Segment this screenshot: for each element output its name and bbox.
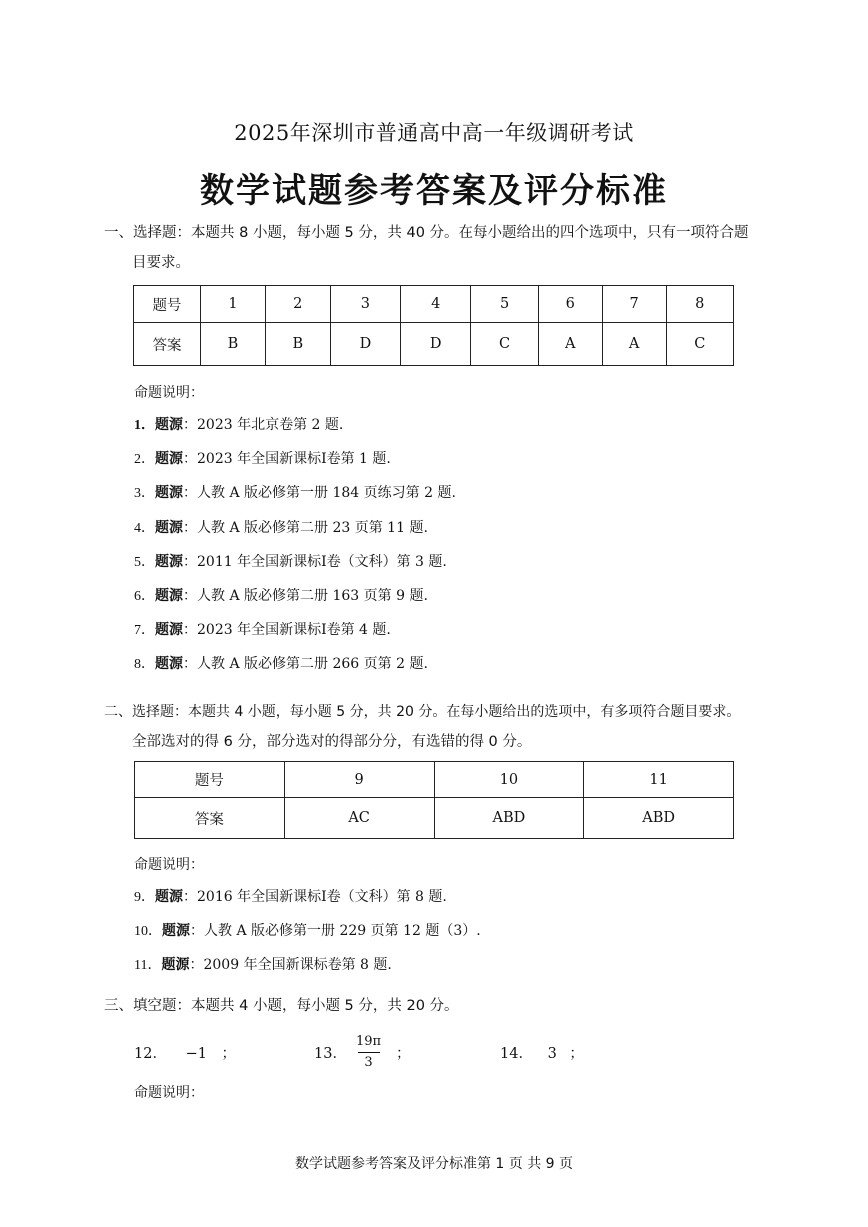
table-row-answers [134,323,734,366]
item-keyword: 题源 [155,553,183,570]
item-number: 4． [134,520,155,536]
item-number: 2． [134,452,155,468]
section2-note-title: 命题说明： [134,857,204,873]
table-row-numbers [134,286,734,323]
answer-cell: A [538,323,602,366]
item-keyword: 题源 [155,889,183,905]
row-label-answer: 答案 [134,323,201,366]
item-number: 1． [134,418,155,433]
item-number: 6． [134,588,155,604]
item-text: ：人教 A 版必修第一册 229 页第 12 题（3）. [190,923,481,940]
item-keyword: 题源 [155,417,183,433]
answer-cell: ABD [584,798,734,839]
item-keyword: 题源 [155,485,183,502]
answer-12 [134,1042,236,1063]
page-footer: 数学试题参考答案及评分标准第 1 页 共 9 页 [294,1156,574,1172]
question-number-cell: 3 [330,286,400,323]
list-item [134,955,481,989]
row-label-number: 题号 [134,286,201,323]
list-item [134,586,456,620]
item-keyword: 题源 [162,923,190,940]
document-title: 数学试题参考答案及评分标准 [200,171,668,211]
item-number: 9． [134,890,155,905]
item-text: ：人教 A 版必修第一册 184 页练习第 2 题. [183,485,456,502]
question-number-cell: 8 [666,286,733,323]
answer-cell: AC [284,798,434,839]
item-number: 5． [134,554,155,570]
item-text: ：2023 年北京卷第 2 题. [183,417,344,433]
question-number-cell: 6 [538,286,602,323]
question-number-cell: 1 [201,286,266,323]
answer-cell: C [471,323,538,366]
list-item [134,654,456,688]
answer-separator: ； [569,1046,584,1062]
table-row-answers [135,798,734,839]
item-number: 7． [134,623,155,639]
row-label-number: 题号 [135,762,285,798]
item-keyword: 题源 [155,656,183,673]
list-item [134,518,456,552]
list-item [134,449,456,483]
answer-cell: A [602,323,666,366]
item-text: ：人教 A 版必修第二册 266 页第 2 题. [183,656,428,673]
answer-14 [500,1042,584,1063]
section2-heading-line1: 二、选择题：本题共 4 小题，每小题 5 分，共 20 分。在每小题给出的选项中，有多项符合题目要求。 [104,704,741,720]
item-text: ：2009 年全国新课标卷第 8 题. [189,957,392,974]
answer-value: −1 [185,1046,207,1062]
list-item [134,887,481,921]
section1-source-list [134,415,456,689]
section1-heading-line1: 一、选择题：本题共 8 小题，每小题 5 分，共 40 分。在每小题给出的四个选项中，只有一项符合题 [104,225,749,241]
section2-heading-line2: 全部选对的得 6 分，部分选对的得部分分，有选错的得 0 分。 [132,734,532,750]
item-keyword: 题源 [155,587,183,604]
item-keyword: 题源 [155,451,183,468]
section3-note-title: 命题说明： [134,1085,204,1101]
item-number: 10． [134,924,162,940]
item-number: 8． [134,657,155,673]
row-label-answer: 答案 [135,798,285,839]
fraction-bar [358,1052,380,1053]
item-text: ：人教 A 版必修第二册 23 页第 11 题. [183,519,428,536]
question-number-cell: 5 [471,286,538,323]
question-number-cell: 4 [401,286,471,323]
item-text: ：2011 年全国新课标Ⅰ卷（文科）第 3 题. [183,553,447,570]
item-keyword: 题源 [155,622,183,639]
list-item [134,483,456,517]
section2-heading [104,697,794,757]
table-row-numbers [135,762,734,798]
item-text: ：人教 A 版必修第二册 163 页第 9 题. [183,587,428,604]
section1-heading [104,218,794,278]
question-number-cell: 10 [434,762,584,798]
answer-13-separator: ； [396,1046,411,1062]
section2-answer-table [134,761,734,839]
answer-cell: D [330,323,400,366]
item-number: 11． [134,958,162,974]
answer-cell: D [401,323,471,366]
section1-note-title: 命题说明： [134,385,204,401]
fraction-numerator: 19π [356,1034,382,1049]
section1-heading-line2: 目要求。 [132,255,190,271]
answer-cell: ABD [434,798,584,839]
answer-value: 3 [547,1046,557,1062]
list-item [134,552,456,586]
section2-source-list [134,887,481,990]
section3-heading: 三、填空题：本题共 4 小题，每小题 5 分，共 20 分。 [104,998,459,1014]
item-keyword: 题源 [155,519,183,536]
fraction-denominator: 3 [364,1055,373,1070]
question-number-cell: 7 [602,286,666,323]
answer-cell: B [201,323,266,366]
answer-cell: B [265,323,330,366]
item-number: 3． [134,486,155,502]
answer-13-label: 13． [314,1046,347,1062]
fill-in-answers [134,1034,734,1074]
item-text: ：2016 年全国新课标Ⅰ卷（文科）第 8 题. [183,889,447,905]
answer-13-fraction [356,1034,381,1070]
list-item [134,415,456,449]
item-keyword: 题源 [161,957,190,974]
answer-separator: ； [221,1046,237,1062]
item-text: ：2023 年全国新课标Ⅰ卷第 1 题. [183,451,391,468]
exam-name: 2025年深圳市普通高中高一年级调研考试 [234,121,634,145]
answer-cell: C [666,323,733,366]
section1-answer-table [133,285,734,366]
question-number-cell: 2 [265,286,330,323]
question-number-cell: 9 [284,762,434,798]
item-text: ：2023 年全国新课标Ⅰ卷第 4 题. [183,622,391,639]
list-item [134,620,456,654]
answer-label: 14． [500,1046,533,1062]
list-item [134,921,481,955]
answer-label: 12． [134,1046,167,1062]
question-number-cell: 11 [584,762,734,798]
